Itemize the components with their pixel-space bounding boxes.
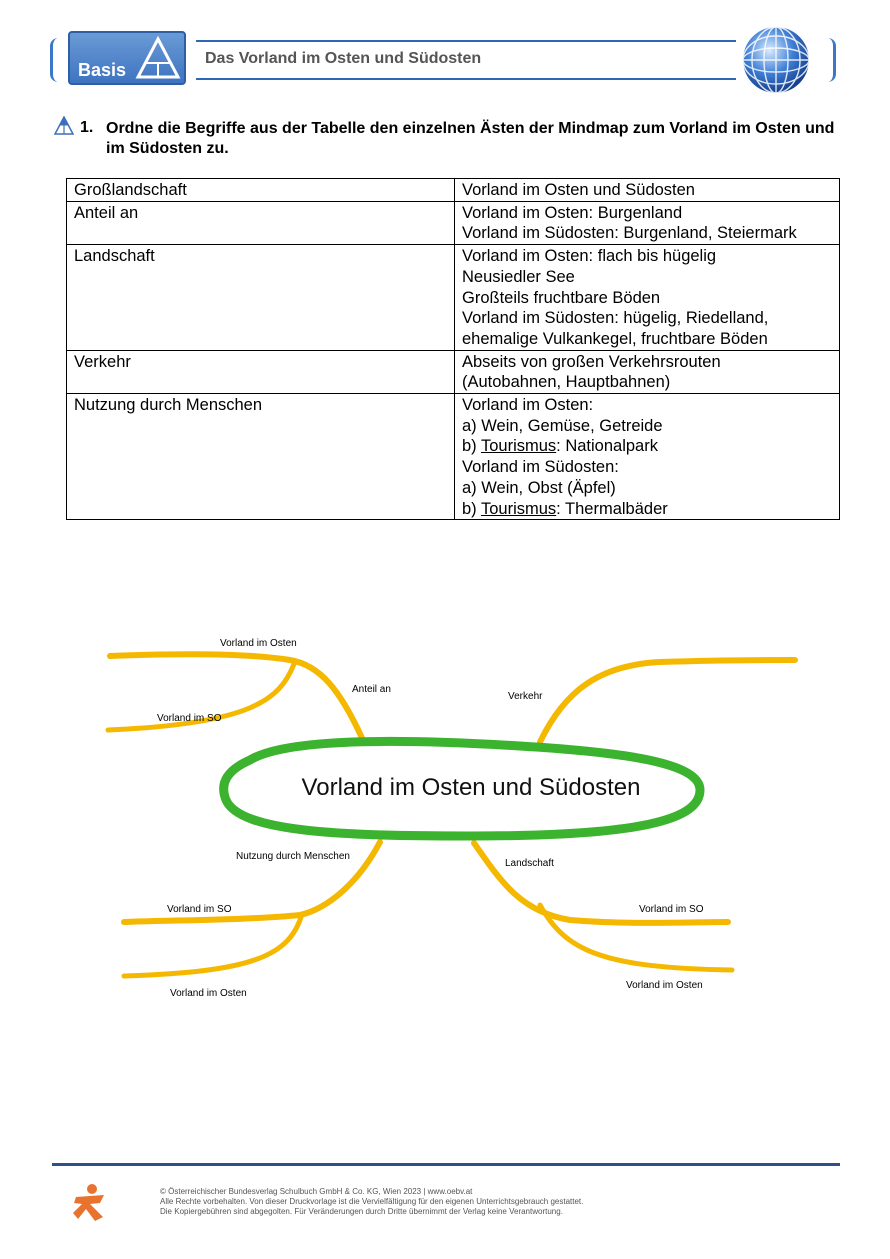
cell-line: Abseits von großen Verkehrsrouten bbox=[462, 352, 721, 371]
level-triangle-icon bbox=[54, 116, 74, 136]
publisher-logo-icon bbox=[70, 1183, 110, 1223]
label-verkehr: Verkehr bbox=[508, 691, 543, 702]
table-cell-label: Großlandschaft bbox=[67, 179, 455, 202]
cell-line: Großteils fruchtbare Böden bbox=[462, 288, 661, 307]
cell-line: ehemalige Vulkankegel, fruchtbare Böden bbox=[462, 329, 768, 348]
footer-line: © Österreichischer Bundesverlag Schulbuch GmbH & Co. KG, Wien 2023 | www.oebv.at bbox=[160, 1187, 473, 1196]
suffix: : Thermalbäder bbox=[556, 499, 668, 518]
table-cell-label: Verkehr bbox=[67, 350, 455, 393]
footer-rule bbox=[52, 1163, 840, 1166]
prefix: b) bbox=[462, 437, 481, 456]
table-row bbox=[67, 245, 840, 351]
label-nutzung-so: Vorland im SO bbox=[167, 904, 232, 915]
label-anteil-so: Vorland im SO bbox=[157, 713, 222, 724]
table-cell-value bbox=[455, 245, 840, 351]
label-anteil: Anteil an bbox=[352, 684, 391, 695]
branch-verkehr bbox=[540, 660, 795, 742]
label-landschaft-so: Vorland im SO bbox=[639, 904, 704, 915]
prefix: b) bbox=[462, 499, 481, 518]
cell-line: Vorland im Osten und Südosten bbox=[462, 181, 695, 199]
cell-line: Vorland im Osten: flach bis hügelig bbox=[462, 247, 717, 266]
footer-line: Die Kopiergebühren sind abgegolten. Für Veränderungen durch Dritte übernimmt der Verlag keine Verantwortung. bbox=[160, 1207, 563, 1216]
cell-line: a) Wein, Obst (Äpfel) bbox=[462, 478, 616, 497]
label-nutzung: Nutzung durch Menschen bbox=[236, 851, 350, 862]
cell-line-tourism bbox=[462, 436, 832, 457]
table-cell-value bbox=[455, 350, 840, 393]
table-cell-value bbox=[455, 201, 840, 244]
page-title: Das Vorland im Osten und Südosten bbox=[205, 50, 482, 67]
table-cell-value bbox=[455, 179, 840, 202]
task-number: 1. bbox=[80, 119, 94, 136]
table-cell-label: Anteil an bbox=[67, 201, 455, 244]
table-cell-value bbox=[455, 394, 840, 520]
table-row bbox=[67, 350, 840, 393]
label-anteil-osten: Vorland im Osten bbox=[220, 638, 297, 649]
table-row bbox=[67, 179, 840, 202]
cell-line-tourism bbox=[462, 499, 832, 520]
label-landschaft: Landschaft bbox=[505, 858, 554, 869]
label-nutzung-osten: Vorland im Osten bbox=[170, 988, 247, 999]
globe-icon bbox=[740, 24, 812, 96]
cell-line: Vorland im Südosten: Burgenland, Steiermark bbox=[462, 224, 797, 243]
table-cell-label: Landschaft bbox=[67, 245, 455, 351]
footer-text bbox=[160, 1187, 583, 1217]
center-topic: Vorland im Osten und Südosten bbox=[301, 774, 641, 801]
cell-line: Vorland im Osten: Burgenland bbox=[462, 203, 683, 222]
cell-line: Vorland im Südosten: bbox=[462, 458, 619, 477]
basis-label: Basis bbox=[78, 60, 127, 80]
cell-line: Neusiedler See bbox=[462, 267, 575, 286]
cell-line: Vorland im Südosten: hügelig, Riedelland, bbox=[462, 309, 769, 328]
task-instruction: Ordne die Begriffe aus der Tabelle den einzelnen Ästen der Mindmap zum Vorland im Osten und im Südosten zu. bbox=[106, 120, 835, 157]
suffix: : Nationalpark bbox=[556, 437, 658, 456]
table-row bbox=[67, 201, 840, 244]
cell-line: Vorland im Osten: bbox=[462, 396, 594, 415]
header-rule-bottom bbox=[196, 78, 736, 80]
footer-line: Alle Rechte vorbehalten. Von dieser Druckvorlage ist die Vervielfältigung für den eigenen Unterrichtsgebrauch gestattet. bbox=[160, 1197, 584, 1206]
tourism-word: Tourismus bbox=[480, 499, 557, 518]
table-row bbox=[67, 394, 840, 520]
mindmap bbox=[0, 620, 890, 1020]
tourism-word: Tourismus bbox=[480, 437, 557, 456]
label-landschaft-osten: Vorland im Osten bbox=[626, 980, 703, 991]
cell-line: a) Wein, Gemüse, Getreide bbox=[462, 416, 663, 435]
info-table bbox=[66, 178, 840, 520]
table-cell-label: Nutzung durch Menschen bbox=[67, 394, 455, 520]
cell-line: (Autobahnen, Hauptbahnen) bbox=[462, 373, 671, 392]
header-rule-top bbox=[196, 40, 736, 42]
